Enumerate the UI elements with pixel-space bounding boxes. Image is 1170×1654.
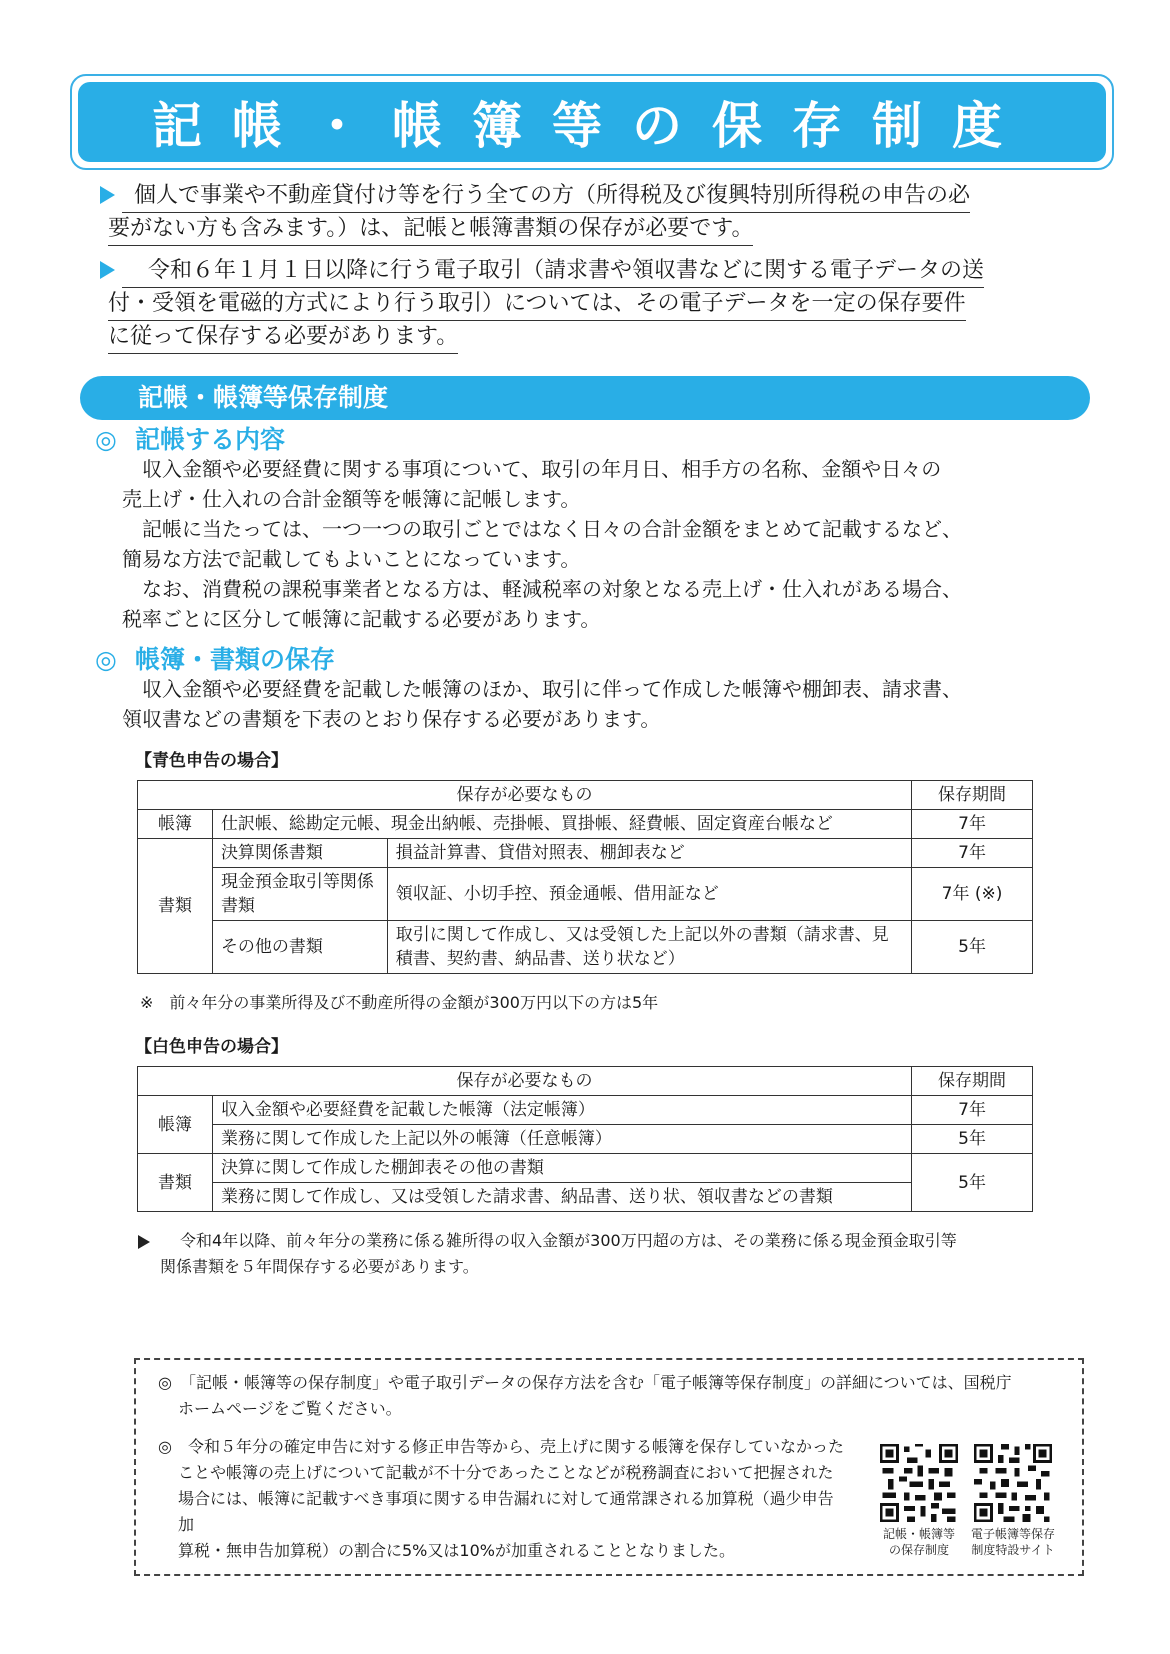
white-return-table [137, 1066, 1033, 1212]
info-paragraph-2 [158, 1434, 848, 1564]
bullet-line: 令和６年１月１日以降に行う電子取引（請求書や領収書などに関する電子データの送 [122, 255, 984, 288]
section-title: 記帳・帳簿等保存制度 [80, 376, 1090, 420]
table-row [138, 1183, 1033, 1212]
blue-return-caption: 【青色申告の場合】 [135, 751, 288, 771]
row-label: 帳簿 [138, 810, 213, 839]
row-label: 書類 [138, 1154, 213, 1212]
table-cell: 領収証、小切手控、預金通帳、借用証など [387, 868, 911, 921]
table-cell: 取引に関して作成し、又は受領した上記以外の書類（請求書、見積書、契約書、納品書、送り状など） [387, 921, 911, 974]
table-cell: 決算に関して作成した棚卸表その他の書類 [212, 1154, 911, 1183]
header-cell: 保存が必要なもの [138, 1067, 912, 1096]
note-line: 関係書類を５年間保存する必要があります。 [160, 1257, 479, 1276]
note-line: 令和4年以降、前々年分の業務に係る雑所得の収入金額が300万円超の方は、その業務に係る現金預金取引等 [180, 1231, 957, 1250]
qr-code-icon[interactable] [974, 1444, 1052, 1522]
body-line: 売上げ・仕入れの合計金額等を帳簿に記帳します。 [122, 487, 581, 511]
double-circle-icon: ◎ [95, 425, 117, 454]
header-cell: 保存期間 [912, 781, 1033, 810]
table-cell: 現金預金取引等関係書類 [212, 868, 387, 921]
table-cell: 決算関係書類 [212, 839, 387, 868]
blue-table-note: ※ 前々年分の事業所得及び不動産所得の金額が300万円以下の方は5年 [140, 993, 659, 1012]
qr-caption-line: 電子帳簿等保存 [970, 1527, 1055, 1541]
blue-return-table [137, 780, 1033, 974]
table-header-row [138, 781, 1033, 810]
qr-caption-2 [963, 1526, 1063, 1558]
qr-code-icon[interactable] [880, 1444, 958, 1522]
body-line: 簡易な方法で記載してもよいことになっています。 [122, 547, 581, 571]
table-cell: その他の書類 [212, 921, 387, 974]
white-return-caption: 【白色申告の場合】 [135, 1037, 288, 1057]
bullet-line: に従って保存する必要があります。 [108, 321, 458, 354]
table-cell: 仕訳帳、総勘定元帳、現金出納帳、売掛帳、買掛帳、経費帳、固定資産台帳など [212, 810, 911, 839]
info-box [134, 1358, 1084, 1576]
table-header-row [138, 1067, 1033, 1096]
body-line: なお、消費税の課税事業者となる方は、軽減税率の対象となる売上げ・仕入れがある場合、 [142, 577, 962, 601]
white-table-note [138, 1228, 1078, 1280]
table-row [138, 921, 1033, 974]
table-row [138, 1096, 1033, 1125]
bullet-line: 個人で事業や不動産貸付け等を行う全ての方（所得税及び復興特別所得税の申告の必 [122, 180, 970, 213]
subsection-heading-1 [95, 420, 285, 456]
subsection-heading-2 [95, 640, 335, 676]
period-cell: 7年 [912, 1096, 1033, 1125]
info-line: ことや帳簿の売上げについて記載が不十分であったことなどが税務調査において把握された [178, 1463, 834, 1482]
table-row [138, 868, 1033, 921]
info-paragraph-1 [158, 1370, 1058, 1422]
title-banner [70, 74, 1114, 170]
info-line: ◎ 「記帳・帳簿等の保存制度」や電子取引データの保存方法を含む「電子帳簿等保存制度」の詳細については、国税庁 [158, 1373, 1012, 1392]
intro-bullet-2 [100, 255, 1100, 354]
body-line: 記帳に当たっては、一つ一つの取引ごとではなく日々の合計金額をまとめて記載するなど、 [142, 517, 962, 541]
qr-caption-line: の保存制度 [888, 1543, 949, 1557]
subsection-body-1 [122, 454, 1082, 634]
subsection-title: 帳簿・書類の保存 [135, 645, 336, 674]
table-row [138, 810, 1033, 839]
table-cell: 損益計算書、貸借対照表、棚卸表など [387, 839, 911, 868]
header-cell: 保存期間 [912, 1067, 1033, 1096]
info-line: 場合には、帳簿に記載すべき事項に関する申告漏れに対して通常課される加算税（過少申告加 [178, 1489, 834, 1534]
row-label: 書類 [138, 839, 213, 974]
table-row [138, 1125, 1033, 1154]
bullet-line: 要がない方も含みます。）は、記帳と帳簿書類の保存が必要です。 [108, 213, 753, 246]
qr-caption-1 [869, 1526, 969, 1558]
info-line: ホームページをご覧ください。 [178, 1399, 402, 1418]
period-cell: 5年 [912, 921, 1033, 974]
double-circle-icon: ◎ [95, 645, 117, 674]
qr-caption-line: 記帳・帳簿等 [882, 1527, 955, 1541]
period-cell: 5年 [912, 1154, 1033, 1212]
qr-caption-line: 制度特設サイト [971, 1543, 1055, 1557]
triangle-bullet-icon [138, 1235, 150, 1249]
subsection-title: 記帳する内容 [135, 425, 286, 454]
info-line: 算税・無申告加算税）の割合に5%又は10%が加重されることとなりました。 [178, 1541, 735, 1560]
period-cell: 7年 (※) [912, 868, 1033, 921]
page-title: 記帳・帳簿等の保存制度 [78, 82, 1106, 162]
period-cell: 5年 [912, 1125, 1033, 1154]
intro-bullet-1 [100, 180, 1100, 246]
body-line: 税率ごとに区分して帳簿に記載する必要があります。 [122, 607, 601, 631]
subsection-body-2 [122, 674, 1082, 734]
table-cell: 業務に関して作成し、又は受領した請求書、納品書、送り状、領収書などの書類 [212, 1183, 911, 1212]
header-cell: 保存が必要なもの [138, 781, 912, 810]
row-label: 帳簿 [138, 1096, 213, 1154]
info-line: ◎ 令和５年分の確定申告に対する修正申告等から、売上げに関する帳簿を保存していなかった [158, 1437, 844, 1456]
table-row [138, 839, 1033, 868]
body-line: 収入金額や必要経費を記載した帳簿のほか、取引に伴って作成した帳簿や棚卸表、請求書、 [142, 677, 962, 701]
body-line: 領収書などの書類を下表のとおり保存する必要があります。 [122, 707, 661, 731]
period-cell: 7年 [912, 810, 1033, 839]
triangle-bullet-icon [100, 261, 115, 279]
triangle-bullet-icon [100, 186, 115, 204]
bullet-line: 付・受領を電磁的方式により行う取引）については、その電子データを一定の保存要件 [108, 288, 966, 321]
period-cell: 7年 [912, 839, 1033, 868]
table-cell: 収入金額や必要経費を記載した帳簿（法定帳簿） [212, 1096, 911, 1125]
body-line: 収入金額や必要経費に関する事項について、取引の年月日、相手方の名称、金額や日々の [142, 457, 942, 481]
table-row [138, 1154, 1033, 1183]
table-cell: 業務に関して作成した上記以外の帳簿（任意帳簿） [212, 1125, 911, 1154]
